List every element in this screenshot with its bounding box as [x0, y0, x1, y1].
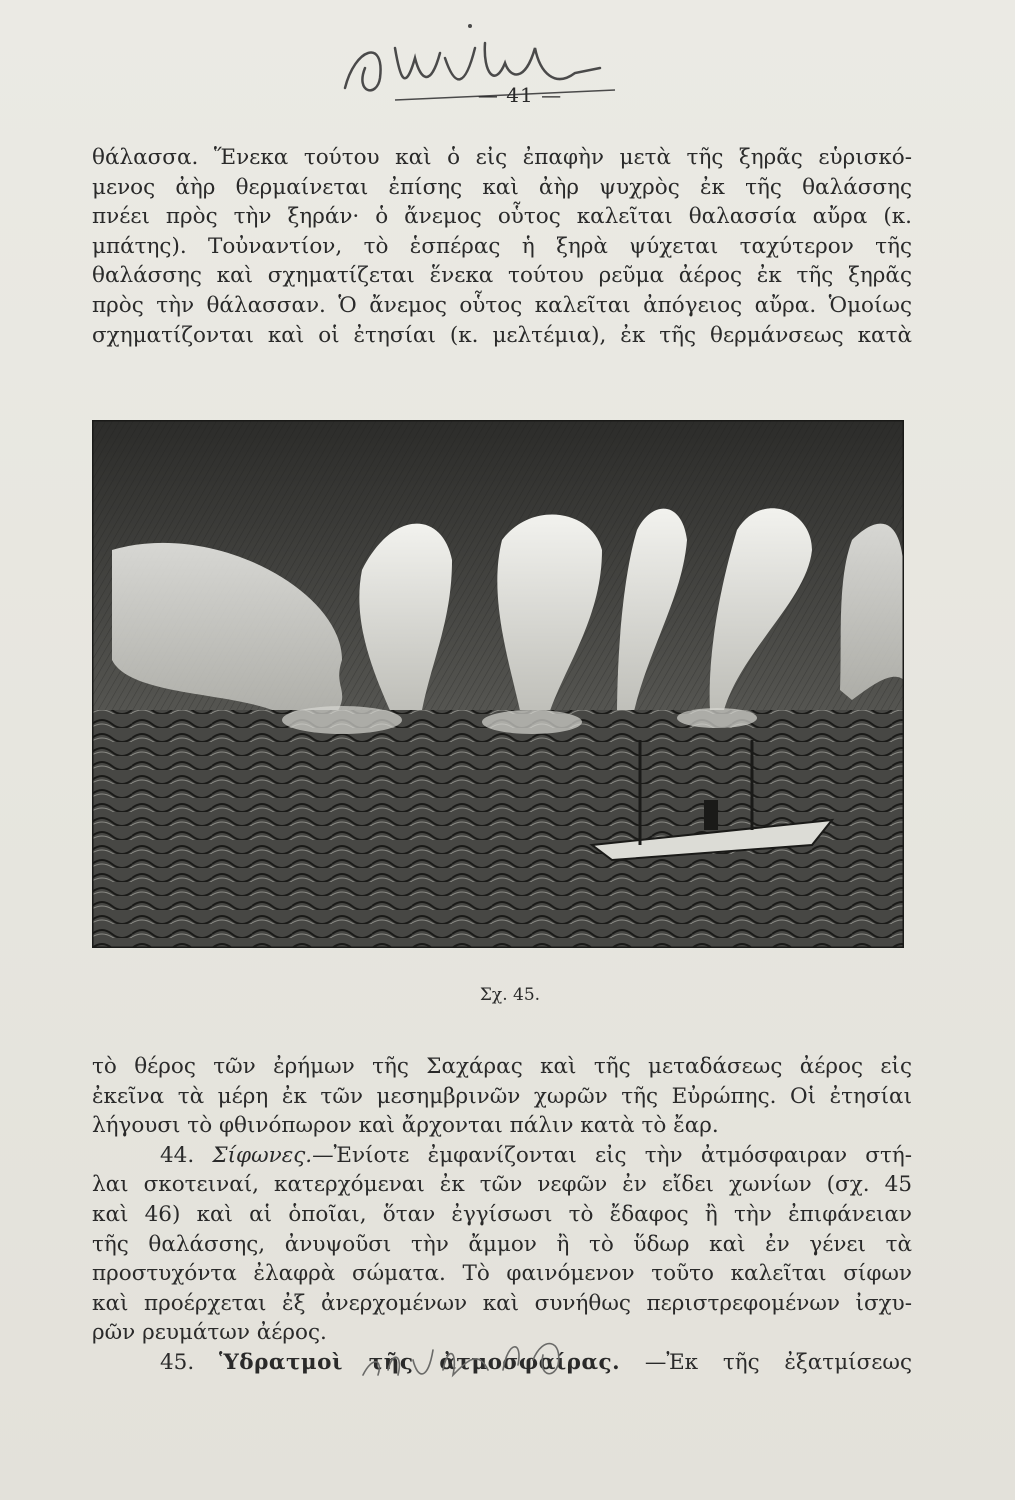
text-fragment: —Ἐνίοτε ἐμφανίζονται εἰς τὴν ἀτμόσφαιραν στή- — [312, 1142, 912, 1168]
text-line: τὸ θέρος τῶν ἐρήμων τῆς Σαχάρας καὶ τῆς μεταδάσεως ἀέρος εἰς — [92, 1054, 912, 1079]
waterspouts-illustration — [92, 420, 904, 948]
section-44-first-line — [92, 1141, 912, 1171]
text-line: ἐκεῖνα τὰ μέρη ἐκ τῶν μεσημβρινῶν χωρῶν τῆς Εὐρώπης. Οἱ ἐτησίαι — [92, 1083, 912, 1109]
paragraph-top — [92, 143, 912, 350]
text-line: πνέει πρὸς τὴν ξηράν· ὁ ἄνεμος οὗτος καλεῖται θαλασσία αὔρα (κ. — [92, 204, 912, 230]
pencil-annotation — [358, 1330, 588, 1385]
text-line: προστυχόντα ἐλαφρὰ σώματα. Τὸ φαινόμενον τοῦτο καλεῖται σίφων — [92, 1261, 912, 1287]
text-line: πρὸς τὴν θάλασσαν. Ὁ ἄνεμος οὗτος καλεῖται ἀπόγειος αὔρα. Ὁμοίως — [92, 292, 912, 318]
text-line: καὶ προέρχεται ἐξ ἀνερχομένων καὶ συνήθως περιστρεφομένων ἰσχυ- — [92, 1290, 912, 1316]
text-line: θαλάσσης καὶ σχηματίζεται ἕνεκα τούτου ρεῦμα ἀέρος ἐκ τῆς ξηρᾶς — [92, 263, 912, 289]
section-title: Σίφωνες. — [212, 1142, 313, 1168]
section-number: 45. — [160, 1349, 195, 1375]
text-fragment: —Ἐκ τῆς ἐξατμίσεως — [644, 1349, 912, 1375]
text-line: καὶ 46) καὶ αἱ ὁποῖαι, ὅταν ἐγγίσωσι τὸ ἔδαφος ἢ τὴν ἐπιφάνειαν — [92, 1201, 912, 1227]
page-number: — 41 — — [477, 83, 563, 107]
paragraph-bottom — [92, 1052, 912, 1378]
text-line: θάλασσα. Ἕνεκα τούτου καὶ ὁ εἰς ἐπαφὴν μετὰ τῆς ξηρᾶς εὑρισκό- — [92, 145, 912, 170]
figure-caption: Σχ. 45. — [479, 985, 541, 1005]
text-line: μενος ἀὴρ θερμαίνεται ἐπίσης καὶ ἀὴρ ψυχρὸς ἐκ τῆς θαλάσσης — [92, 174, 912, 200]
text-line: τῆς θαλάσσης, ἀνυψοῦσι τὴν ἄμμον ἢ τὸ ὕδωρ καὶ ἐν γένει τὰ — [92, 1231, 912, 1257]
text-line: σχηματίζονται καὶ οἱ ἐτησίαι (κ. μελτέμια), ἐκ τῆς θερμάνσεως κατὰ — [92, 322, 912, 348]
section-title: Ὑδρατμοὶ τῆς ἀτμοσφαίρας. — [218, 1349, 621, 1375]
text-line: μπάτης). Τοὐναντίον, τὸ ἑσπέρας ἡ ξηρὰ ψύχεται ταχύτερον τῆς — [92, 233, 912, 259]
section-number: 44. — [160, 1142, 195, 1168]
text-line: λαι σκοτειναί, κατερχόμεναι ἐκ τῶν νεφῶν ἐν εἴδει χωνίων (σχ. 45 — [92, 1172, 912, 1198]
text-line: ρῶν ρευμάτων ἀέρος. — [92, 1320, 327, 1346]
text-line: λήγουσι τὸ φθινόπωρον καὶ ἄρχονται πάλιν κατὰ τὸ ἔαρ. — [92, 1113, 719, 1139]
